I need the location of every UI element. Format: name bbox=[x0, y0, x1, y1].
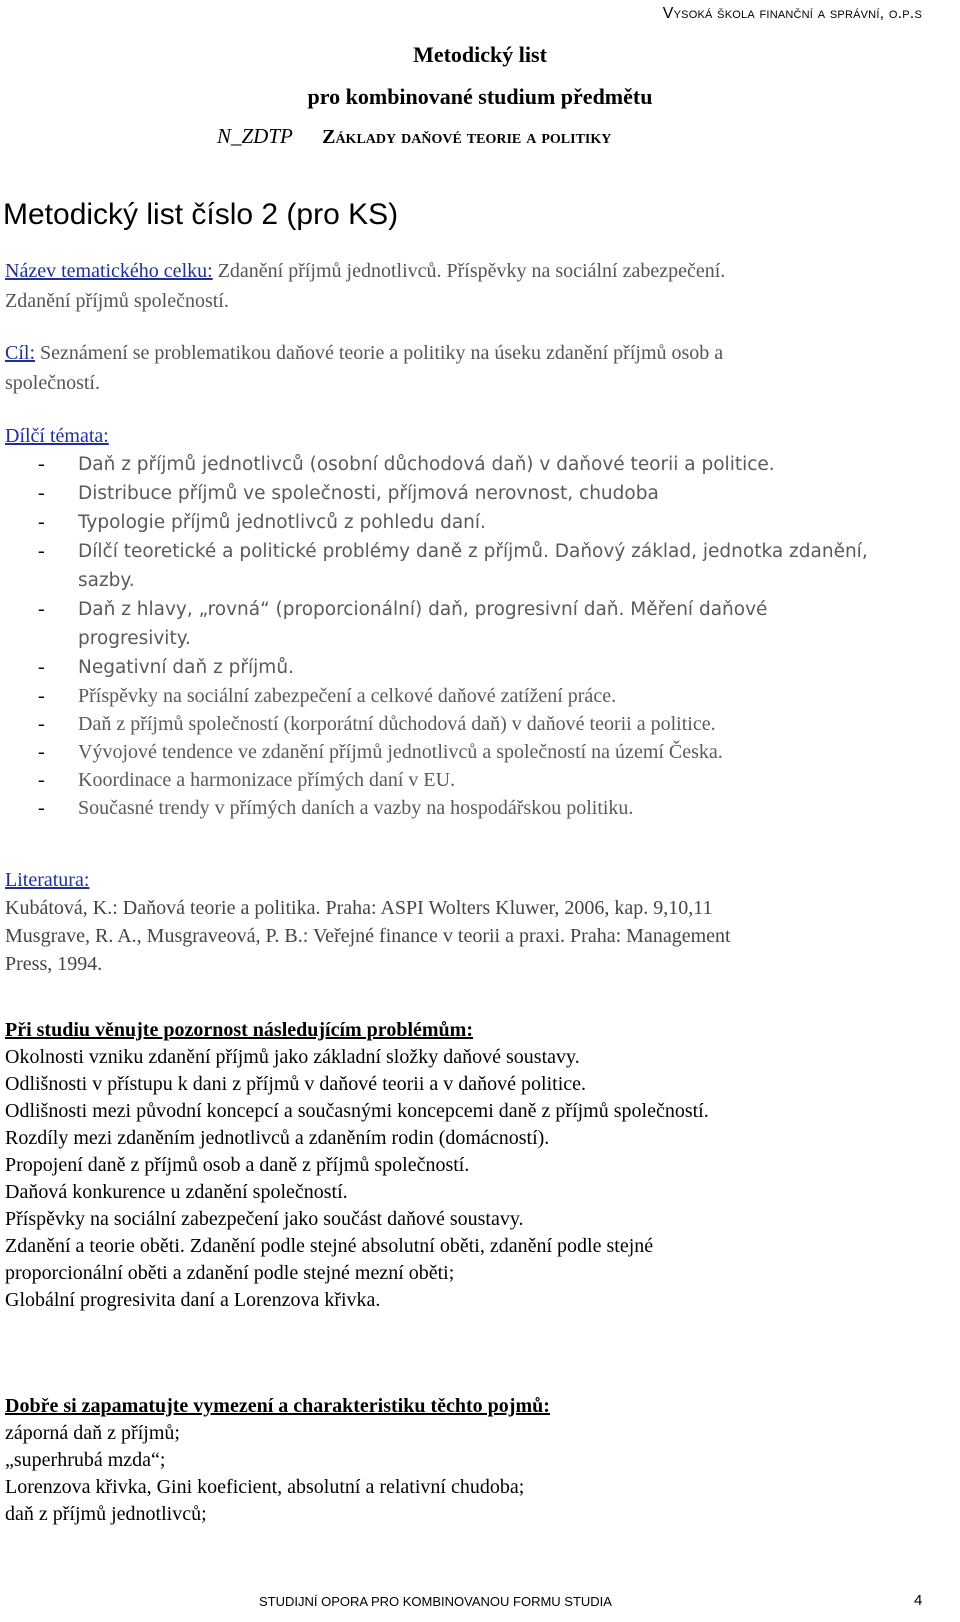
terms-block bbox=[5, 1393, 955, 1528]
subtopics-block bbox=[5, 422, 955, 822]
goal-block bbox=[5, 338, 955, 398]
subtopics-label[interactable]: Dílčí témata: bbox=[5, 425, 109, 447]
course-code: N_ZDTP bbox=[217, 124, 293, 148]
problem-line: Odlišnosti v přístupu k dani z příjmů v daňové teorii a v daňové politice. bbox=[5, 1073, 587, 1095]
topic-block bbox=[5, 256, 955, 316]
footer-text: STUDIJNÍ OPORA PRO KOMBINOVANOU FORMU STUDIA bbox=[259, 1594, 612, 1609]
page-title: Metodický list číslo 2 (pro KS) bbox=[3, 198, 399, 231]
problem-line: proporcionální oběti a zdanění podle stejné mezní oběti; bbox=[5, 1262, 455, 1284]
literature-entry: Musgrave, R. A., Musgraveová, P. B.: Veřejné finance v teorii a praxi. Praha: Management bbox=[5, 925, 731, 947]
term-line: daň z příjmů jednotlivců; bbox=[5, 1503, 207, 1525]
problem-line: Propojení daně z příjmů osob a daně z příjmů společností. bbox=[5, 1154, 470, 1176]
header-line-1: Metodický list bbox=[413, 42, 547, 67]
topic-text-1: Zdanění příjmů jednotlivců. Příspěvky na sociální zabezpečení. bbox=[212, 260, 726, 282]
page-number: 4 bbox=[914, 1592, 923, 1609]
subtopic-item: - Příspěvky na sociální zabezpečení a celkové daňové zatížení práce. bbox=[38, 685, 617, 707]
school-name: Vysoká škola finanční a správní, o.p.s bbox=[662, 5, 922, 22]
header-line-2: pro kombinované studium předmětu bbox=[307, 84, 653, 109]
goal-label[interactable]: Cíl: bbox=[5, 342, 36, 364]
course-subject: Základy daňové teorie a politiky bbox=[322, 126, 612, 148]
subtopic-item: - Současné trendy v přímých daních a vazby na hospodářskou politiku. bbox=[38, 797, 634, 819]
problem-line: Rozdíly mezi zdaněním jednotlivců a zdaněním rodin (domácností). bbox=[5, 1127, 550, 1149]
subtopic-item: - Typologie příjmů jednotlivců z pohledu daní. bbox=[38, 511, 486, 533]
problems-block bbox=[5, 1017, 955, 1314]
problem-line: Globální progresivita daní a Lorenzova křivka. bbox=[5, 1289, 381, 1311]
subtopic-item: - Koordinace a harmonizace přímých daní v EU. bbox=[38, 769, 456, 791]
literature-entry: Press, 1994. bbox=[5, 953, 103, 975]
literature-entry: Kubátová, K.: Daňová teorie a politika. Praha: ASPI Wolters Kluwer, 2006, kap. 9,10,11 bbox=[5, 897, 713, 919]
subtopic-item: - Distribuce příjmů ve společnosti, příjmová nerovnost, chudoba bbox=[38, 482, 659, 504]
subtopic-item: - Negativní daň z příjmů. bbox=[38, 656, 294, 678]
term-line: Lorenzova křivka, Gini koeficient, absolutní a relativní chudoba; bbox=[5, 1476, 525, 1498]
goal-text-1: Seznámení se problematikou daňové teorie a politiky na úseku zdanění příjmů osob a bbox=[35, 342, 724, 364]
literature-block bbox=[5, 866, 955, 978]
problem-line: Příspěvky na sociální zabezpečení jako součást daňové soustavy. bbox=[5, 1208, 524, 1230]
course-heading bbox=[217, 124, 611, 149]
subtopic-item: - Vývojové tendence ve zdanění příjmů jednotlivců a společností na území Česka. bbox=[38, 741, 723, 763]
subtopics-list bbox=[5, 450, 955, 822]
subtopic-item: - Daň z hlavy, „rovná“ (proporcionální) daň, progresivní daň. Měření daňové progresivity. bbox=[38, 598, 768, 649]
terms-label: Dobře si zapamatujte vymezení a charakteristiku těchto pojmů: bbox=[5, 1395, 550, 1417]
subtopic-item: - Daň z příjmů společností (korporátní důchodová daň) v daňové teorii a politice. bbox=[38, 713, 716, 735]
topic-label[interactable]: Název tematického celku: bbox=[5, 260, 213, 282]
subtopic-item: - Daň z příjmů jednotlivců (osobní důchodová daň) v daňové teorii a politice. bbox=[38, 453, 775, 475]
goal-text-2: společností. bbox=[5, 372, 100, 394]
term-line: záporná daň z příjmů; bbox=[5, 1422, 180, 1444]
term-line: „superhrubá mzda“; bbox=[5, 1449, 166, 1471]
subtopic-item: - Dílčí teoretické a politické problémy daně z příjmů. Daňový základ, jednotka zdanění, sazby. bbox=[38, 540, 868, 591]
topic-text-2: Zdanění příjmů společností. bbox=[5, 290, 229, 312]
problems-label: Při studiu věnujte pozornost následujícím problémům: bbox=[5, 1019, 473, 1041]
problem-line: Odlišnosti mezi původní koncepcí a současnými koncepcemi daně z příjmů společností. bbox=[5, 1100, 709, 1122]
problem-line: Daňová konkurence u zdanění společností. bbox=[5, 1181, 348, 1203]
problem-line: Zdanění a teorie oběti. Zdanění podle stejné absolutní oběti, zdanění podle stejné bbox=[5, 1235, 654, 1257]
problem-line: Okolnosti vzniku zdanění příjmů jako základní složky daňové soustavy. bbox=[5, 1046, 580, 1068]
literature-label[interactable]: Literatura: bbox=[5, 869, 90, 891]
